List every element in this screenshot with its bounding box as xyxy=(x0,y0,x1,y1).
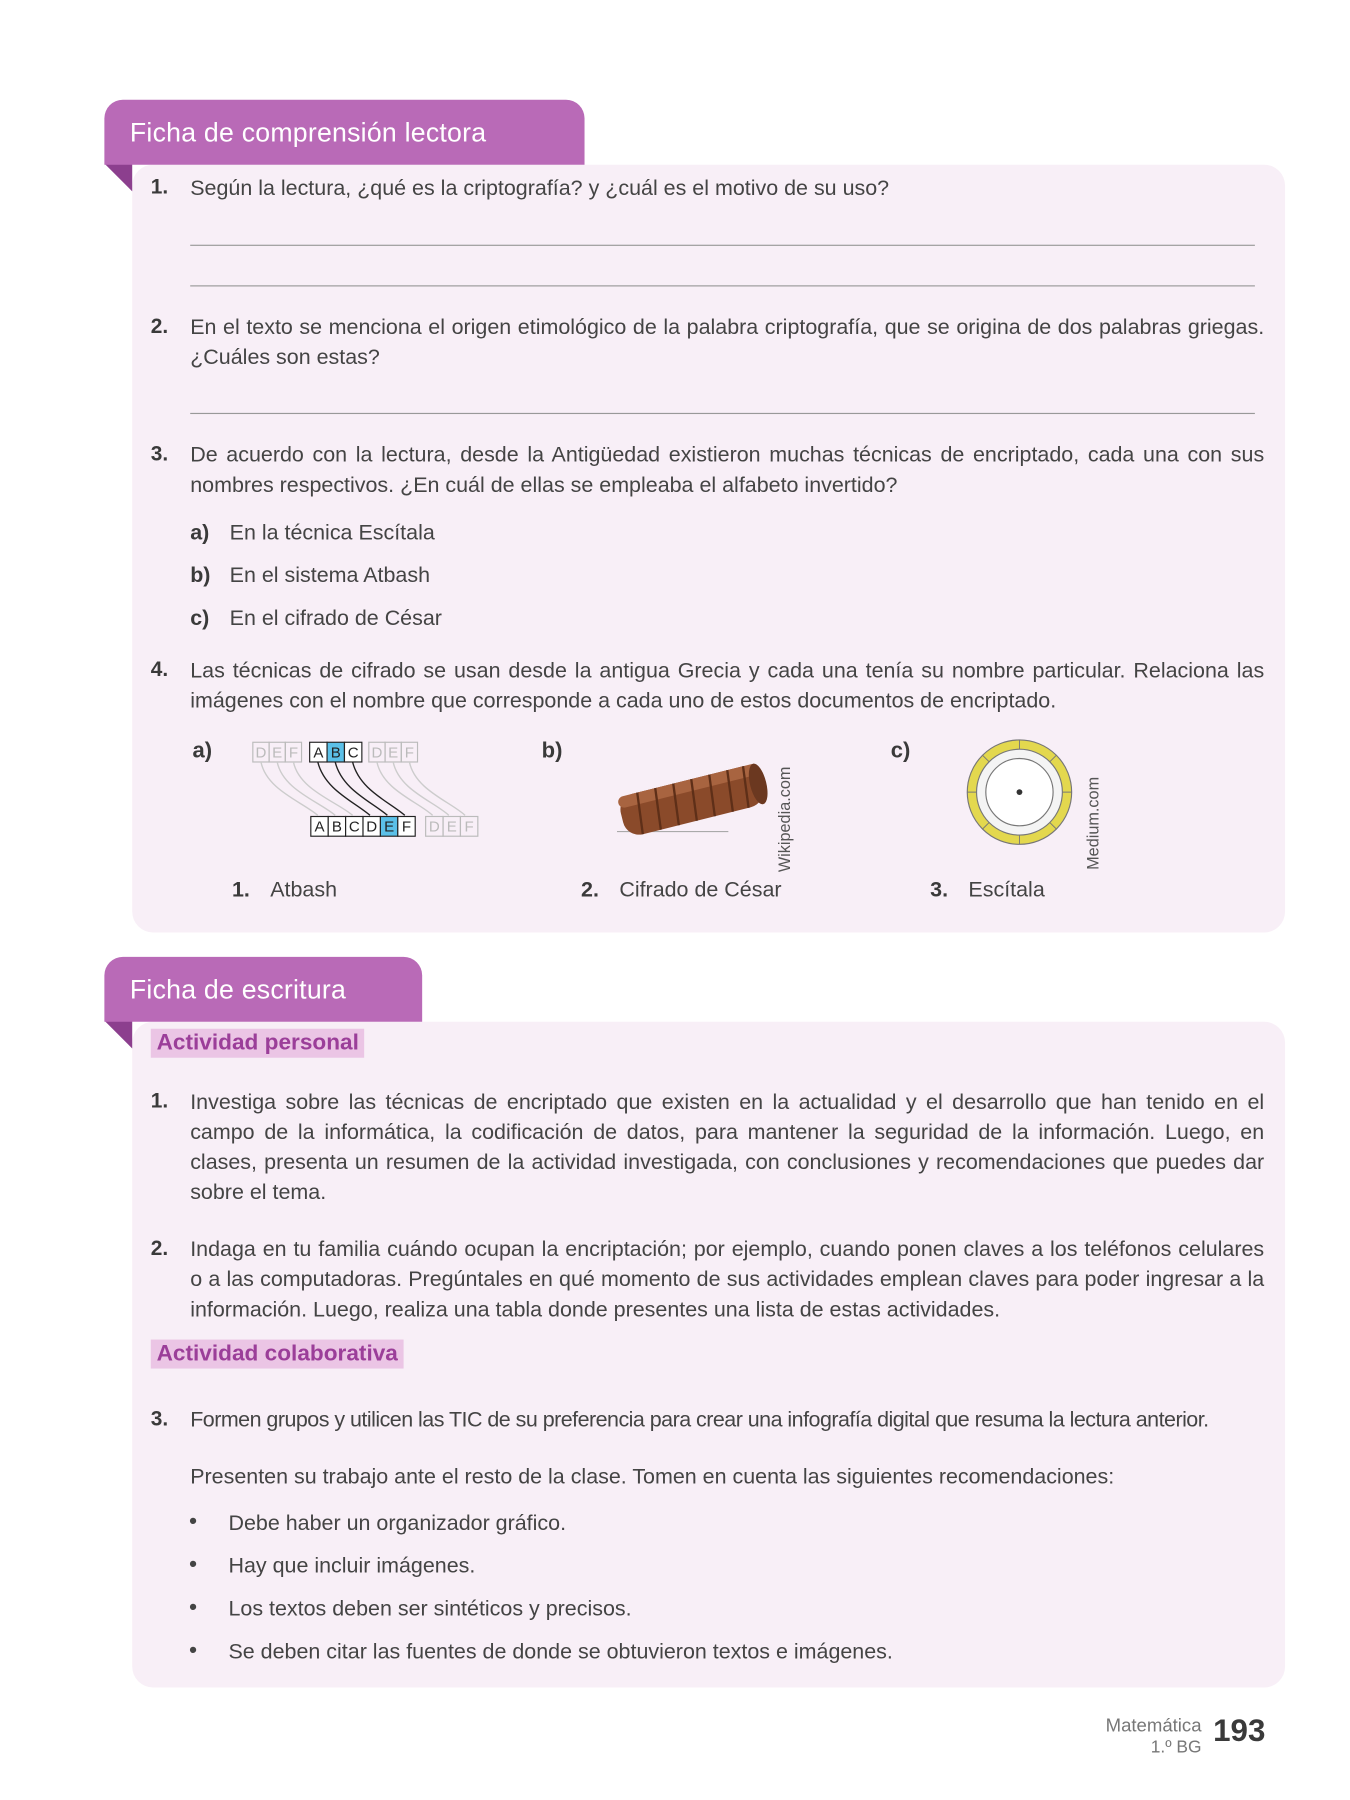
svg-text:A: A xyxy=(314,818,325,836)
svg-text:E: E xyxy=(388,744,399,762)
q1-text: Según la lectura, ¿qué es la criptografía? y ¿cuál es el motivo de su uso? xyxy=(190,175,890,200)
footer-subject: Matemática xyxy=(1105,1716,1202,1737)
svg-text:F: F xyxy=(288,744,299,762)
q4-number: 4. xyxy=(150,657,169,681)
q3-option-b[interactable]: b) En el sistema Atbash xyxy=(190,562,431,587)
reading-comprehension-tab: Ficha de comprensión lectora xyxy=(104,100,584,165)
svg-text:D: D xyxy=(428,818,440,836)
svg-text:D: D xyxy=(371,744,383,762)
image-label-b: b) xyxy=(541,738,563,764)
tab-fold xyxy=(104,164,132,192)
svg-text:E: E xyxy=(384,818,395,836)
footer-grade: 1.º BG xyxy=(1150,1737,1202,1758)
s2-q1-number: 1. xyxy=(150,1089,169,1113)
svg-text:F: F xyxy=(401,818,412,836)
s2-q3-text2: Presenten su trabajo ante el resto de la clase. Tomen en cuenta las siguientes recomendaciones: xyxy=(190,1463,1115,1489)
answer-line xyxy=(190,413,1255,414)
bullet-item: • Se deben citar las fuentes de donde se obtuvieron textos e imágenes. xyxy=(189,1637,893,1664)
svg-text:E: E xyxy=(272,744,283,762)
svg-text:B: B xyxy=(330,744,341,762)
svg-text:D: D xyxy=(255,744,267,762)
answer-1: 1. Atbash xyxy=(231,876,338,902)
image-label-c: c) xyxy=(890,738,911,764)
svg-text:F: F xyxy=(404,744,415,762)
cipher-wheel-image xyxy=(965,738,1074,847)
bullet-item: • Los textos deben ser sintéticos y precisos. xyxy=(189,1594,632,1621)
q2-number: 2. xyxy=(150,314,169,338)
cipher-top-row xyxy=(253,742,418,762)
caesar-cipher-diagram xyxy=(244,738,493,845)
bullet-item: • Hay que incluir imágenes. xyxy=(189,1551,476,1578)
svg-text:C: C xyxy=(347,744,359,762)
q3-text: De acuerdo con la lectura, desde la Antigüedad existieron muchas técnicas de encriptado, cada una con sus nombres respectivos. ¿En cuál de ellas se empleaba el alfabeto invertido? xyxy=(190,441,1265,497)
bullet-item: • Debe haber un organizador gráfico. xyxy=(189,1508,567,1535)
page-number: 193 xyxy=(1213,1713,1266,1748)
q4-text: Las técnicas de cifrado se usan desde la antigua Grecia y cada una tenía su nombre particular. Relaciona las imágenes con el nombre que corresponde a cada uno de estos documentos de encriptado. xyxy=(190,657,1265,713)
answer-line xyxy=(190,245,1255,246)
svg-text:A: A xyxy=(313,744,324,762)
s2-q3-number: 3. xyxy=(150,1406,169,1431)
svg-text:B: B xyxy=(331,818,342,836)
q3-option-c[interactable]: c) En el cifrado de César xyxy=(190,605,442,630)
scytale-image xyxy=(610,740,772,837)
credit-wikipedia: Wikipedia.com xyxy=(774,766,794,873)
q3-option-a[interactable]: a) En la técnica Escítala xyxy=(190,519,435,544)
s2-q3-text: Formen grupos y utilicen las TIC de su preferencia para crear una infografía digital que resuma la lectura anterior. xyxy=(190,1406,1209,1432)
svg-text:F: F xyxy=(464,818,474,836)
svg-text:D: D xyxy=(366,818,378,836)
q1-number: 1. xyxy=(150,175,169,199)
s2-q2-text: Indaga en tu familia cuándo ocupan la encriptación; por ejemplo, cuando ponen claves a los teléfonos celulares o a las computadoras. Pregúntales en qué momento de sus actividades emplean claves para poder ingresar a la información. Luego, realiza una tabla donde presentes una lista de estas actividades. xyxy=(190,1236,1265,1322)
s2-q1-text: Investiga sobre las técnicas de encriptado que existen en la actualidad y el desarrollo que han tenido en el campo de la informática, la codificación de datos, para mantener la seguridad de la información. Luego, en clases, presenta un resumen de la actividad investigada, con conclusiones y recomendaciones que puedes dar sobre el tema. xyxy=(190,1089,1265,1204)
image-label-a: a) xyxy=(192,738,213,764)
cipher-bottom-row xyxy=(311,816,478,836)
credit-medium: Medium.com xyxy=(1083,776,1102,870)
answer-3: 3. Escítala xyxy=(930,876,1045,902)
answer-2: 2. Cifrado de César xyxy=(581,876,782,902)
svg-text:C: C xyxy=(348,818,360,836)
svg-text:E: E xyxy=(446,818,457,836)
collaborative-activity-label: Actividad colaborativa xyxy=(151,1340,404,1369)
q2-text: En el texto se menciona el origen etimológico de la palabra criptografía, que se origina de dos palabras griegas. ¿Cuáles son estas? xyxy=(190,314,1265,369)
tab-fold xyxy=(104,1021,132,1049)
q3-number: 3. xyxy=(150,441,169,466)
s2-q2-number: 2. xyxy=(150,1236,169,1260)
answer-line xyxy=(190,285,1255,286)
writing-tab: Ficha de escritura xyxy=(104,957,422,1022)
personal-activity-label: Actividad personal xyxy=(151,1029,365,1058)
